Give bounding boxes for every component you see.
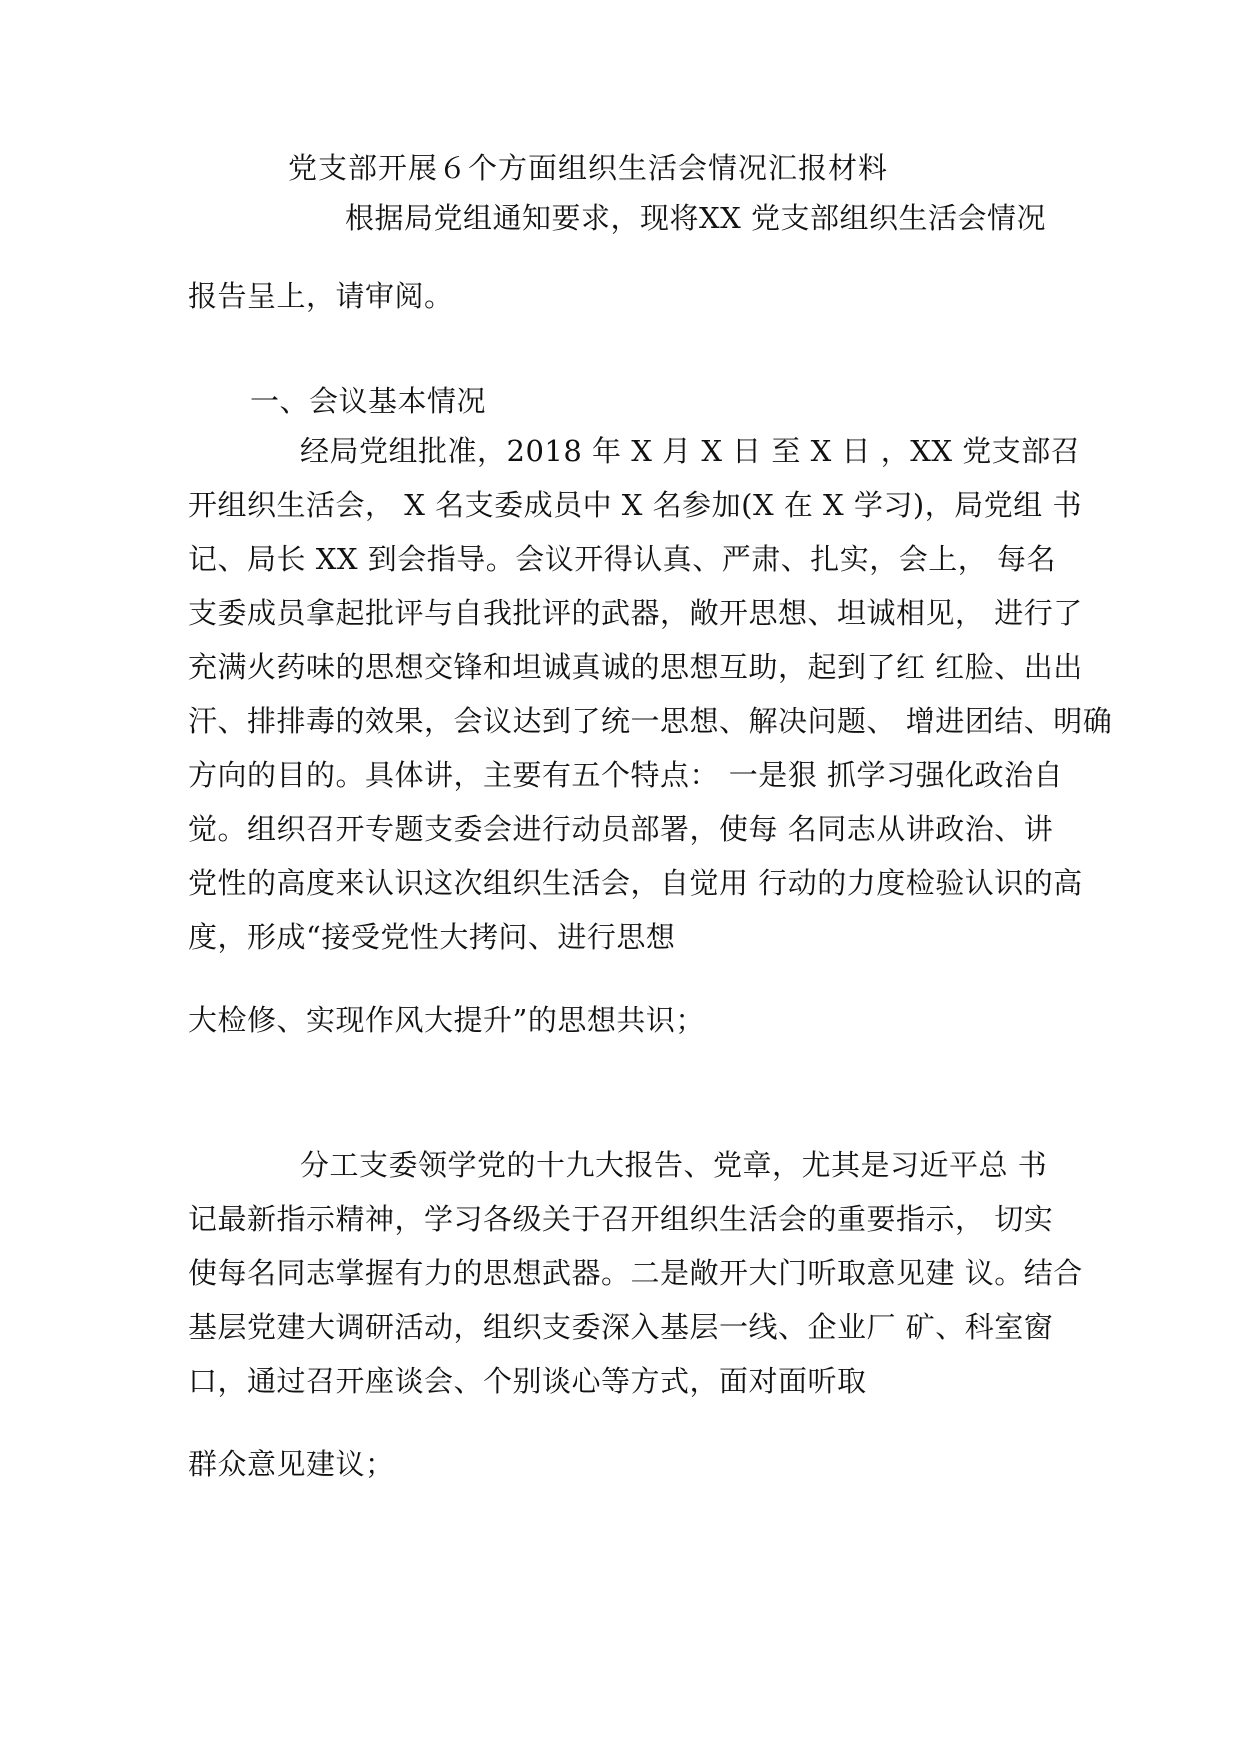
paragraph-line: 根据局党组通知要求，现将XX 党支部组织生活会情况	[345, 201, 1047, 235]
paragraph-line: 开组织生活会， X 名支委成员中 X 名参加(X 在 X 学习)，局党组 书	[188, 488, 1082, 522]
paragraph-line: 大检修、实现作风大提升”的思想共识；	[188, 1003, 705, 1037]
paragraph-line: 汗、排排毒的效果，会议达到了统一思想、解决问题、 增进团结、明确	[188, 704, 1113, 738]
paragraph-line: 觉。组织召开专题支委会进行动员部署，使每 名同志从讲政治、讲	[188, 812, 1054, 846]
paragraph-line: 使每名同志掌握有力的思想武器。二是敞开大门听取意见建 议。结合	[188, 1256, 1083, 1290]
paragraph-line: 群众意见建议；	[188, 1447, 395, 1481]
paragraph-line: 经局党组批准，2018 年 X 月 X 日 至 X 日 ，XX 党支部召	[300, 434, 1081, 468]
paragraph-line: 度，形成“接受党性大拷问、进行思想	[188, 920, 676, 954]
paragraph-line: 支委成员拿起批评与自我批评的武器，敞开思想、坦诚相见， 进行了	[188, 596, 1083, 630]
paragraph-line: 方向的目的。具体讲，主要有五个特点： 一是狠 抓学习强化政治自	[188, 758, 1063, 792]
paragraph-line: 记最新指示精神，学习各级关于召开组织生活会的重要指示， 切实	[188, 1202, 1054, 1236]
section-heading: 一、会议基本情况	[250, 384, 487, 418]
paragraph-line: 报告呈上，请审阅。	[188, 279, 454, 313]
paragraph-line: 基层党建大调研活动，组织支委深入基层一线、企业厂 矿、科室窗	[188, 1310, 1054, 1344]
document-title: 党支部开展６个方面组织生活会情况汇报材料	[288, 151, 889, 185]
paragraph-line: 充满火药味的思想交锋和坦诚真诚的思想互助，起到了红 红脸、出出	[188, 650, 1083, 684]
paragraph-line: 口，通过召开座谈会、个别谈心等方式，面对面听取	[188, 1364, 867, 1398]
paragraph-line: 党性的高度来认识这次组织生活会，自觉用 行动的力度检验认识的高	[188, 866, 1083, 900]
paragraph-line: 分工支委领学党的十九大报告、党章，尤其是习近平总 书	[300, 1148, 1048, 1182]
paragraph-line: 记、局长 XX 到会指导。会议开得认真、严肃、扎实，会上， 每名	[188, 542, 1056, 576]
